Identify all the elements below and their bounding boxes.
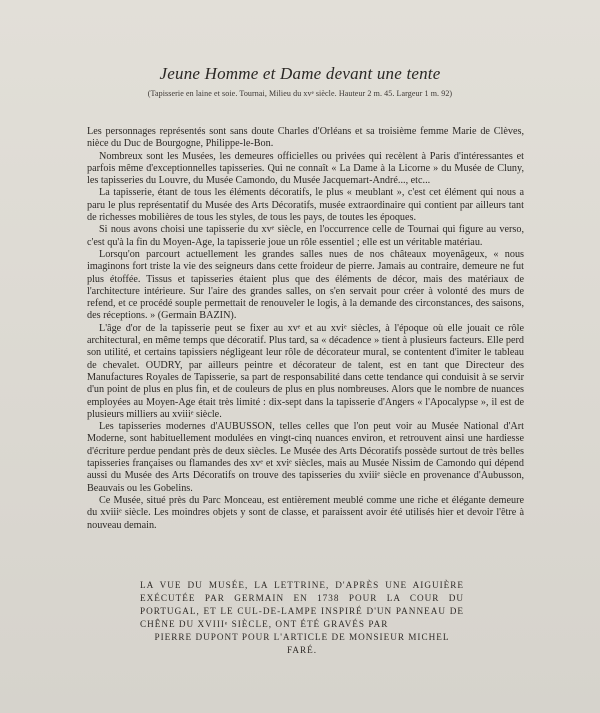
paragraph: Si nous avons choisi une tapisserie du xvᵉ siècle, en l'occurrence celle de Tournai qui figure au verso, c'est qu'à la fin du Moyen-Age, la tapisserie joue un rôle essentiel ; elle est un véritable matériau. xyxy=(87,224,524,248)
article-body xyxy=(87,126,524,532)
colophon-text: LA VUE DU MUSÉE, LA LETTRINE, D'APRÈS UNE AIGUIÈRE EXÉCUTÉE PAR GERMAIN EN 1738 POUR LA COUR DU PORTUGAL, ET LE CUL-DE-LAMPE INSPIRÉ D'UN PANNEAU DE CHÊNE DU XVIIIᵉ SIÈCLE, ONT ÉTÉ GRAVÉS PAR xyxy=(140,580,464,629)
colophon-last-line: PIERRE DUPONT POUR L'ARTICLE DE MONSIEUR MICHEL FARÉ. xyxy=(154,632,450,655)
paragraph: La tapisserie, étant de tous les éléments décoratifs, le plus « meublant », c'est cet élément qui nous a paru le plus représentatif du Musée des Arts Décoratifs, musée extraordinaire qui contient par ailleurs tant de richesses mobilières de tous les styles, de tous les pays, de toutes les époques. xyxy=(87,187,524,224)
paragraph: Les personnages représentés sont sans doute Charles d'Orléans et sa troisième femme Marie de Clèves, nièce du Duc de Bourgogne, Philippe-le-Bon. xyxy=(87,126,524,150)
page-subtitle: (Tapisserie en laine et soie. Tournai, Milieu du xvᵉ siècle. Hauteur 2 m. 45. Largeur 1 m. 92) xyxy=(147,89,453,98)
paragraph: Lorsqu'on parcourt actuellement les grandes salles nues de nos châteaux moyenâgeux, « nous imaginons fort triste la vie des seigneurs dans cette froideur de pierre. Jamais au contraire, demeure ne fut plus étoffée. Tissus et tapisseries étaient plus que des éléments de décor, mais des matériaux de l'architecture intérieure. Sur l'aire des grandes salles, on s'en servait pour créer à volonté des murs de refend, et ce procédé souple permettait de renouveler le logis, à la demande des circonstances, des saisons, des réceptions. » (Germain BAZIN). xyxy=(87,248,524,322)
page-title: Jeune Homme et Dame devant une tente xyxy=(159,64,441,83)
paragraph: Nombreux sont les Musées, les demeures officielles ou privées qui recèlent à Paris d'intéressantes et parfois même d'exceptionnelles tapisseries. Qui ne connaît « La Dame à la Licorne » du Musée de Cluny, les tapisseries du Louvre, du Musée Camondo, du Musée Jacquemart-André..., etc... xyxy=(87,150,524,187)
colophon xyxy=(140,579,464,657)
paragraph: Ce Musée, situé près du Parc Monceau, est entièrement meublé comme une riche et élégante demeure du xviiiᵉ siècle. Les moindres objets y sont de classe, et paraissent avoir été utilisés hier et devoir l'être à nouveau demain. xyxy=(87,494,524,531)
paragraph: Les tapisseries modernes d'AUBUSSON, telles celles que l'on peut voir au Musée National d'Art Moderne, sont habituellement modulées en vingt-cinq nuances environ, et retrouvent ainsi une hardiesse d'écriture perdue pendant près de deux siècles. Le Musée des Arts Décoratifs possède surtout de très belles tapisseries françaises ou flamandes des xvᵉ et xviᵉ siècles, mais au Musée Nissim de Camondo qui dépend aussi du Musée des Arts Décoratifs on trouve des tapisseries du xviiiᵉ siècle en provenance d'Aubusson, Beauvais ou les Gobelins. xyxy=(87,421,524,494)
paragraph: L'âge d'or de la tapisserie peut se fixer au xvᵉ et au xviᵉ siècles, à l'époque où elle jouait ce rôle architectural, en même temps que décoratif. Plus tard, sa « décadence » tient à plusieurs facteurs. Elle perd son utilité, et certains tapissiers négligeant leur rôle de décorateur mural, se contentent d'imiter le tableau de chevalet. OUDRY, par ailleurs peintre et décorateur de talent, est en tant que Directeur des Manufactures Royales de Tapisserie, sa part de responsabilité dans cette tendance qui conduisit à se servir d'un point de plus en plus fin, et de couleurs de plus en plus nombreuses. Alors que le nombre de nuances employées au Moyen-Age était très limité : dix-sept dans la tapisserie d'Angers « l'Apocalypse », il est de plusieurs milliers au xviiiᵉ siècle. xyxy=(87,322,524,420)
